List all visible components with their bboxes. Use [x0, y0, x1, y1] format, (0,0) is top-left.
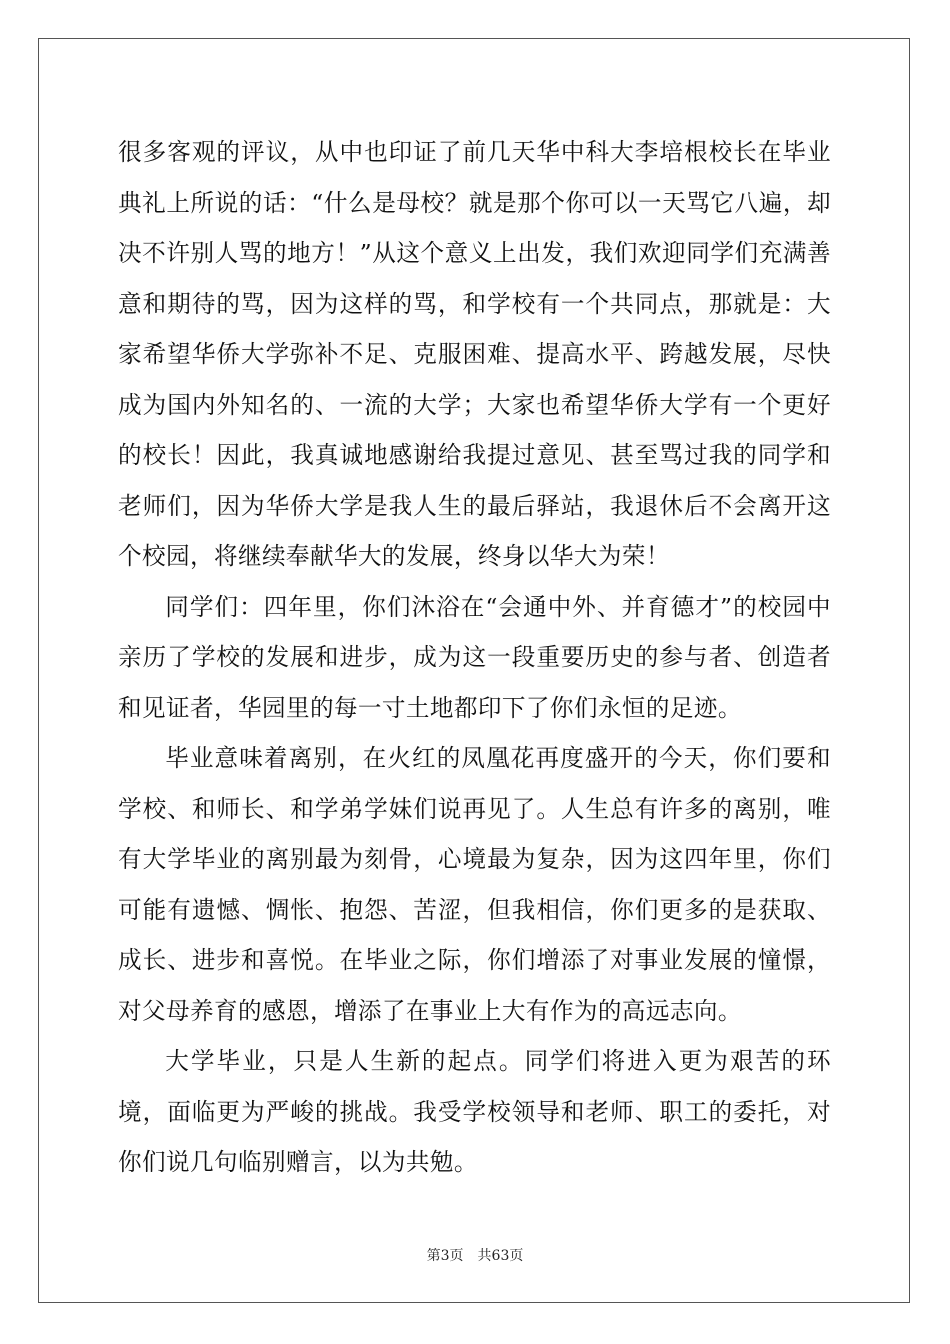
page-footer — [0, 1245, 950, 1265]
paragraph-4: 大学毕业，只是人生新的起点。同学们将进入更为艰苦的环境，面临更为严峻的挑战。我受学校领导和老师、职工的委托，对你们说几句临别赠言，以为共勉。 — [118, 1047, 831, 1176]
paragraph-1: 很多客观的评议，从中也印证了前几天华中科大李培根校长在毕业典礼上所说的话：“什么是母校？就是那个你可以一天骂它八遍，却决不许别人骂的地方！”从这个意义上出发，我们欢迎同学们充满善意和期待的骂，因为这样的骂，和学校有一个共同点，那就是：大家希望华侨大学弥补不足、克服困难、提高水平、跨越发展，尽快成为国内外知名的、一流的大学；大家也希望华侨大学有一个更好的校长！因此，我真诚地感谢给我提过意见、甚至骂过我的同学和老师们，因为华侨大学是我人生的最后驿站，我退休后不会离开这个校园，将继续奉献华大的发展，终身以华大为荣！ — [118, 138, 831, 570]
paragraph-3: 毕业意味着离别，在火红的凤凰花再度盛开的今天，你们要和学校、和师长、和学弟学妹们说再见了。人生总有许多的离别，唯有大学毕业的离别最为刻骨，心境最为复杂，因为这四年里，你们可能有遗憾、惆怅、抱怨、苦涩，但我相信，你们更多的是获取、成长、进步和喜悦。在毕业之际，你们增添了对事业发展的憧憬，对父母养育的感恩，增添了在事业上大有作为的高远志向。 — [118, 744, 831, 1025]
page-number: 第3页 — [426, 1248, 464, 1264]
document-body — [118, 127, 831, 1188]
paragraph-2: 同学们：四年里，你们沐浴在“会通中外、并育德才”的校园中亲历了学校的发展和进步，成为这一段重要历史的参与者、创造者和见证者，华园里的每一寸土地都印下了你们永恒的足迹。 — [118, 592, 831, 722]
page-total: 共63页 — [477, 1248, 524, 1264]
